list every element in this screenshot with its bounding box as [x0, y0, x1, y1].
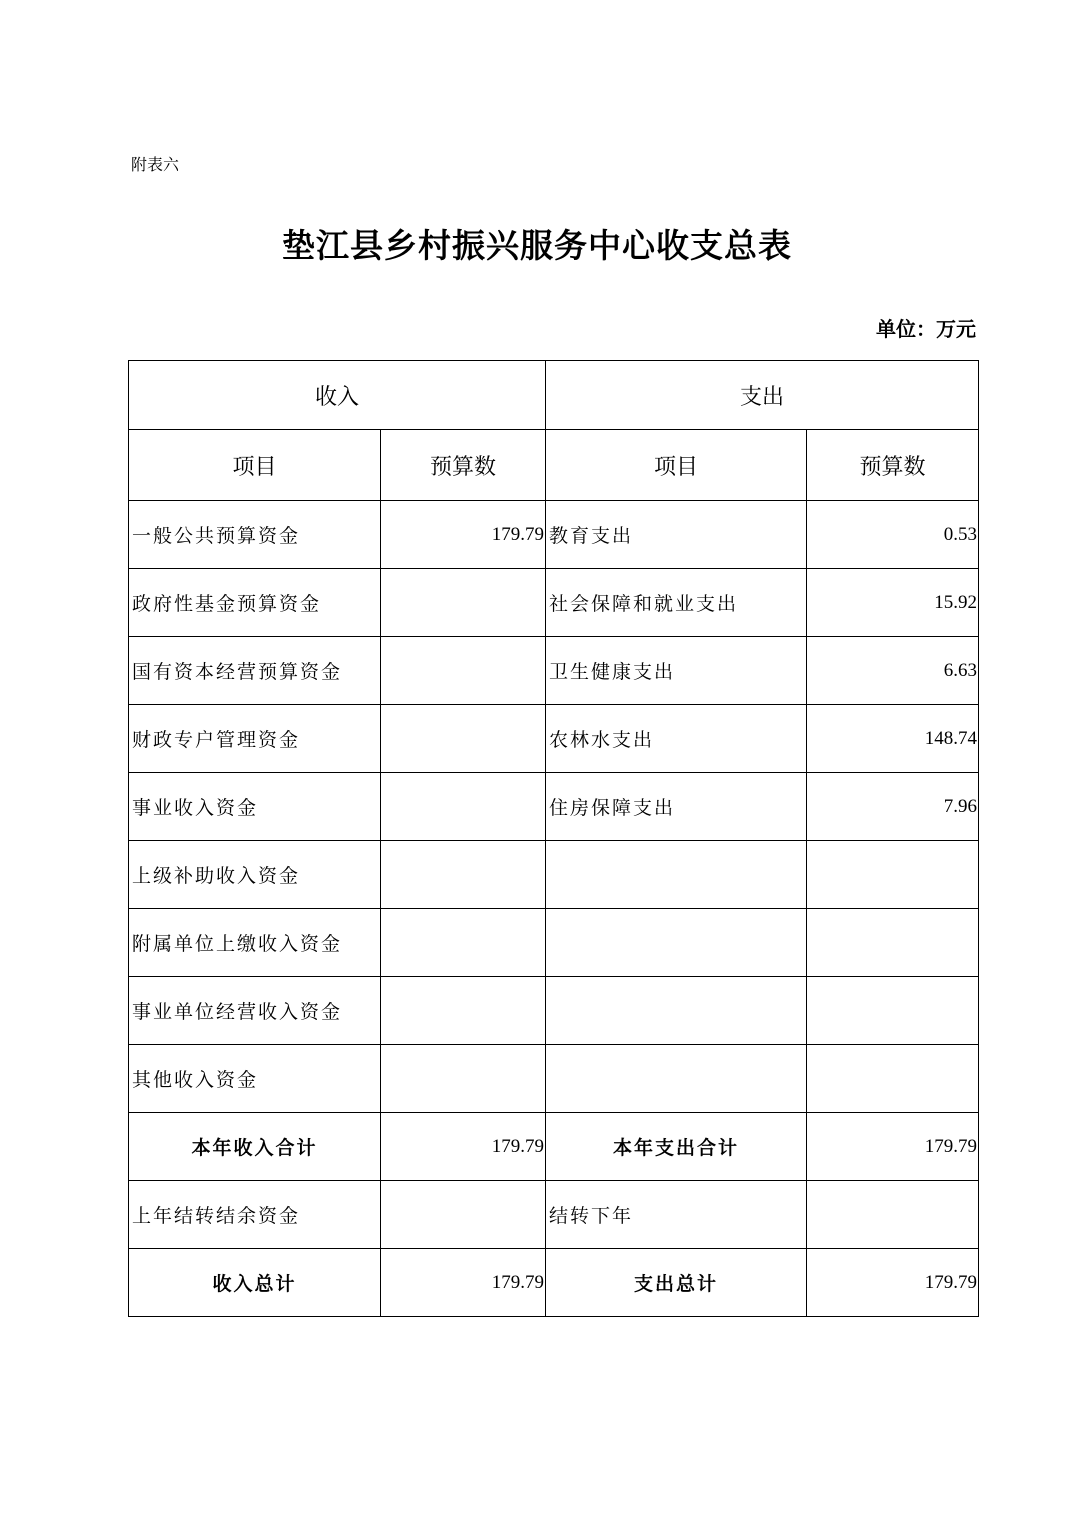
income-item: 国有资本经营预算资金 — [129, 637, 381, 705]
income-value — [381, 637, 546, 705]
expense-item — [546, 909, 807, 977]
grand-expense-total-value: 179.79 — [807, 1249, 979, 1317]
expense-value: 0.53 — [807, 501, 979, 569]
expense-value — [807, 841, 979, 909]
table-row — [129, 841, 979, 909]
income-item: 一般公共预算资金 — [129, 501, 381, 569]
income-value — [381, 773, 546, 841]
income-header: 收入 — [129, 361, 546, 430]
income-item: 其他收入资金 — [129, 1045, 381, 1113]
table-row — [129, 501, 979, 569]
expense-budget-header: 预算数 — [807, 430, 979, 501]
grand-total-row — [129, 1249, 979, 1317]
income-item: 事业收入资金 — [129, 773, 381, 841]
expense-item: 住房保障支出 — [546, 773, 807, 841]
carryover-income-label: 上年结转结余资金 — [129, 1181, 381, 1249]
expense-value — [807, 909, 979, 977]
expense-value: 6.63 — [807, 637, 979, 705]
expense-item — [546, 841, 807, 909]
income-item: 财政专户管理资金 — [129, 705, 381, 773]
budget-summary-table — [128, 360, 979, 1317]
table-row — [129, 909, 979, 977]
income-item: 政府性基金预算资金 — [129, 569, 381, 637]
income-item-header: 项目 — [129, 430, 381, 501]
table-row — [129, 1045, 979, 1113]
income-item: 事业单位经营收入资金 — [129, 977, 381, 1045]
table-row — [129, 637, 979, 705]
expense-value: 7.96 — [807, 773, 979, 841]
expense-value — [807, 977, 979, 1045]
year-income-total-value: 179.79 — [381, 1113, 546, 1181]
year-expense-total-value: 179.79 — [807, 1113, 979, 1181]
unit-label: 单位：万元 — [876, 317, 976, 341]
income-budget-header: 预算数 — [381, 430, 546, 501]
table-row — [129, 569, 979, 637]
table-header-row — [129, 361, 979, 430]
income-item: 上级补助收入资金 — [129, 841, 381, 909]
income-value — [381, 909, 546, 977]
table-row — [129, 705, 979, 773]
grand-income-total-value: 179.79 — [381, 1249, 546, 1317]
income-value — [381, 705, 546, 773]
expense-item — [546, 1045, 807, 1113]
carryover-income-value — [381, 1181, 546, 1249]
expense-item: 教育支出 — [546, 501, 807, 569]
year-income-total-label: 本年收入合计 — [129, 1113, 381, 1181]
year-total-row — [129, 1113, 979, 1181]
expense-item: 卫生健康支出 — [546, 637, 807, 705]
table-row — [129, 977, 979, 1045]
carryover-expense-value — [807, 1181, 979, 1249]
grand-income-total-label: 收入总计 — [129, 1249, 381, 1317]
table-row — [129, 773, 979, 841]
grand-expense-total-label: 支出总计 — [546, 1249, 807, 1317]
expense-item — [546, 977, 807, 1045]
annex-label: 附表六 — [131, 155, 180, 174]
expense-item-header: 项目 — [546, 430, 807, 501]
carryover-expense-label: 结转下年 — [546, 1181, 807, 1249]
income-item: 附属单位上缴收入资金 — [129, 909, 381, 977]
income-value — [381, 841, 546, 909]
income-value — [381, 569, 546, 637]
expense-item: 农林水支出 — [546, 705, 807, 773]
income-value — [381, 1045, 546, 1113]
income-value — [381, 977, 546, 1045]
page-title: 垫江县乡村振兴服务中心收支总表 — [282, 226, 792, 265]
expense-value: 148.74 — [807, 705, 979, 773]
income-value: 179.79 — [381, 501, 546, 569]
year-expense-total-label: 本年支出合计 — [546, 1113, 807, 1181]
expense-value: 15.92 — [807, 569, 979, 637]
table-subheader-row — [129, 430, 979, 501]
carryover-row — [129, 1181, 979, 1249]
expense-value — [807, 1045, 979, 1113]
expense-item: 社会保障和就业支出 — [546, 569, 807, 637]
expense-header: 支出 — [546, 361, 979, 430]
